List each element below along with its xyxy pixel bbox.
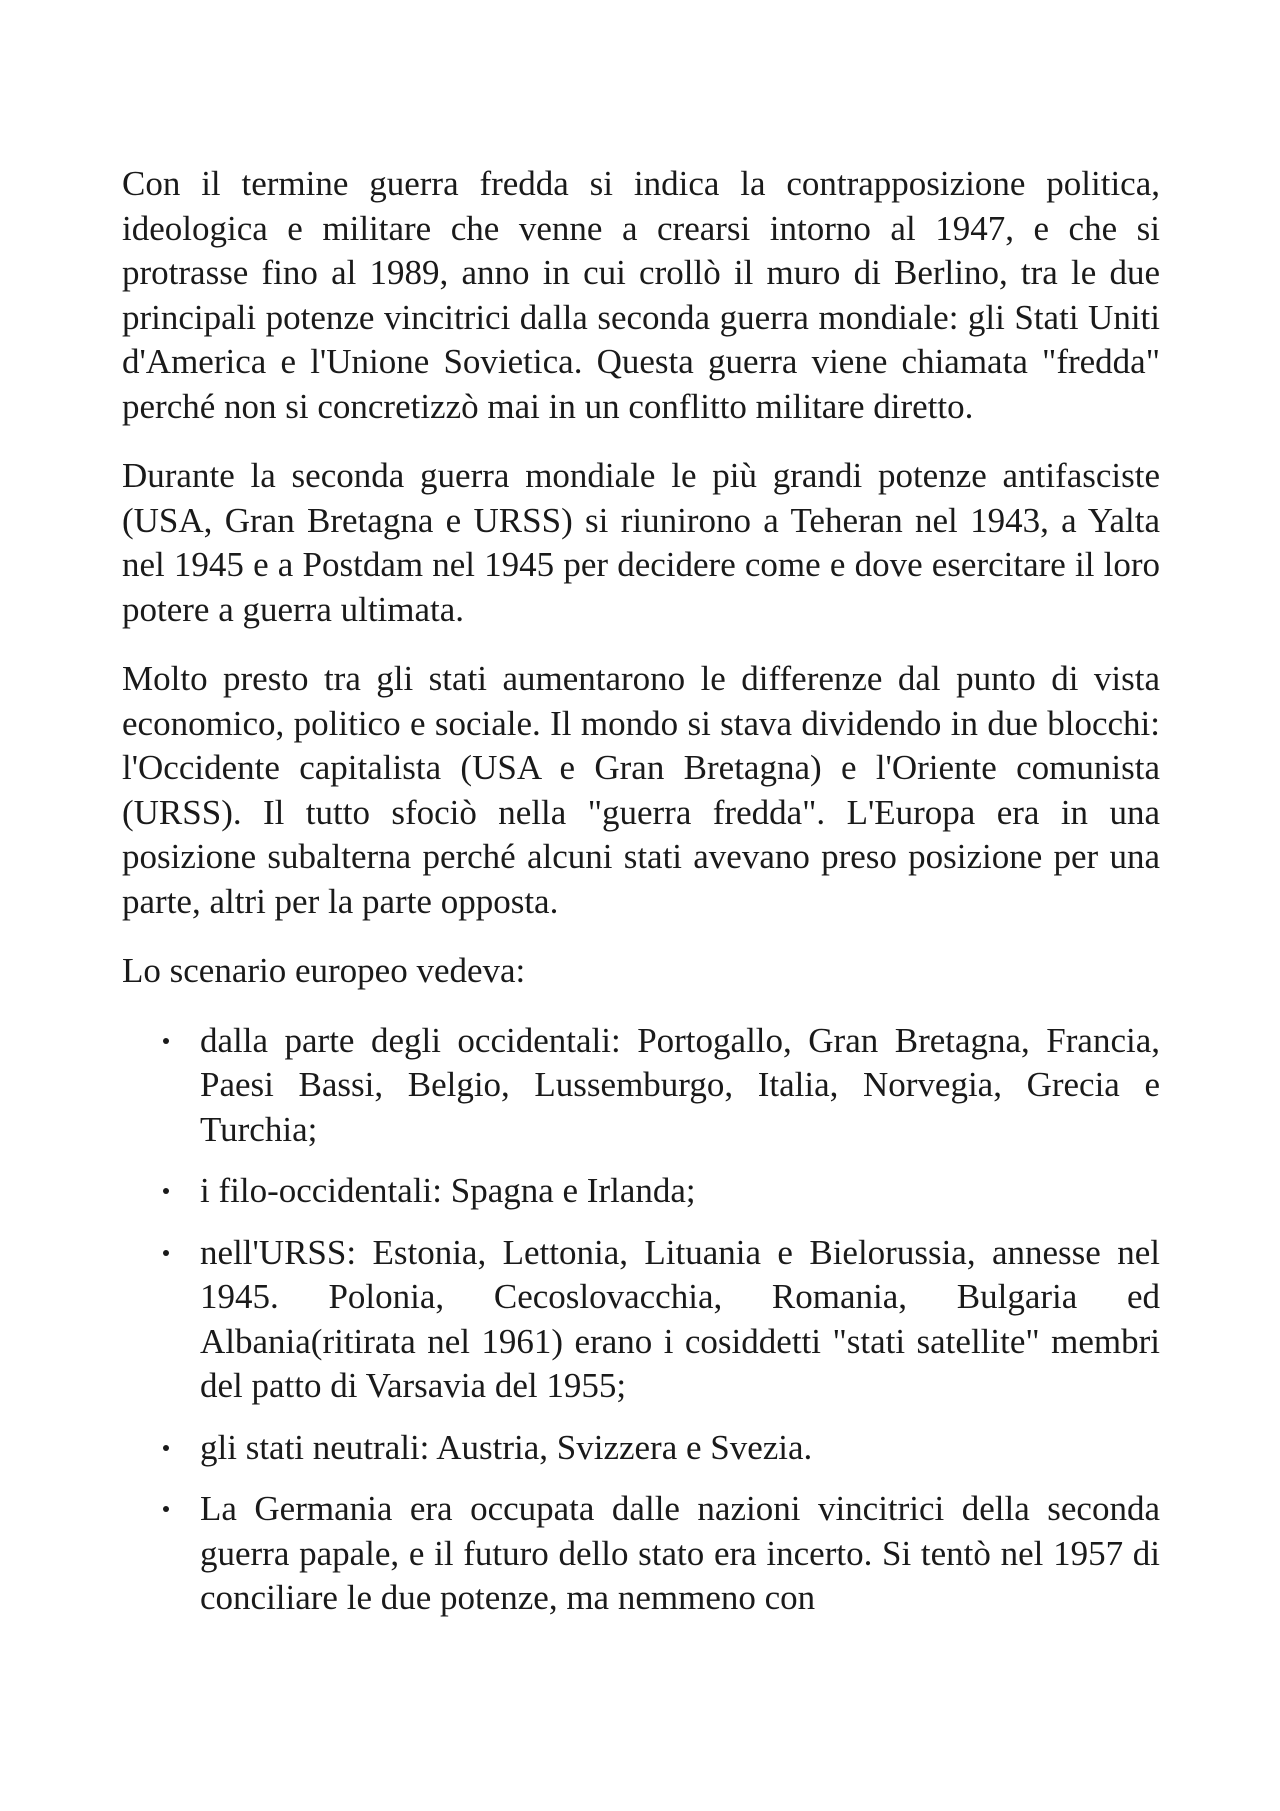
- bullet-icon: [163, 1188, 169, 1194]
- bullet-icon: [163, 1445, 169, 1451]
- list-item-germany: [122, 1487, 1160, 1621]
- list-item-neutral-states: [122, 1426, 1160, 1471]
- list-item-pro-western: [122, 1169, 1160, 1214]
- european-scenario-list: [122, 1019, 1160, 1621]
- paragraph-european-scenario-intro: Lo scenario europeo vedeva:: [122, 951, 526, 990]
- list-item-text: nell'URSS: Estonia, Lettonia, Lituania e Bielorussia, annesse nel 1945. Polonia, Cecoslovacchia, Romania, Bulgaria ed Albania(ritirata nel 1961) erano i cosiddetti "stati satellite" membri del patto di Varsavia del 1955;: [200, 1232, 1160, 1405]
- paragraph-two-blocs: Molto presto tra gli stati aumentarono le differenze dal punto di vista economico, politico e sociale. Il mondo si stava dividendo in due blocchi: l'Occidente capitalista (USA e Gran Bretagna) e l'Oriente comunista (URSS). Il tutto sfociò nella "guerra fredda". L'Europa era in una posizione subalterna perché alcuni stati avevano preso posizione per una parte, altri per la parte opposta.: [122, 659, 1160, 921]
- list-item-ussr: [122, 1231, 1160, 1409]
- list-item-text: i filo-occidentali: Spagna e Irlanda;: [200, 1171, 696, 1210]
- document-page: [122, 162, 1160, 1638]
- list-item-text: gli stati neutrali: Austria, Svizzera e Svezia.: [200, 1427, 813, 1467]
- paragraph-wartime-conferences: Durante la seconda guerra mondiale le più grandi potenze antifasciste (USA, Gran Bretagna e URSS) si riunirono a Teheran nel 1943, a Yalta nel 1945 e a Postdam nel 1945 per decidere come e dove esercitare il loro potere a guerra ultimata.: [122, 456, 1160, 629]
- bullet-icon: [163, 1506, 169, 1512]
- bullet-icon: [163, 1038, 169, 1044]
- paragraph-cold-war-definition: Con il termine guerra fredda si indica la contrapposizione politica, ideologica e militare che venne a crearsi intorno al 1947, e che si protrasse fino al 1989, anno in cui crollò il muro di Berlino, tra le due principali potenze vincitrici dalla seconda guerra mondiale: gli Stati Uniti d'America e l'Unione Sovietica. Questa guerra viene chiamata "fredda" perché non si concretizzò mai in un conflitto militare diretto.: [122, 164, 1160, 426]
- list-item-text: dalla parte degli occidentali: Portogallo, Gran Bretagna, Francia, Paesi Bassi, Belgio, Lussemburgo, Italia, Norvegia, Grecia e Turchia;: [200, 1020, 1160, 1149]
- bullet-icon: [163, 1250, 169, 1256]
- list-item-western-side: [122, 1019, 1160, 1153]
- list-item-text: La Germania era occupata dalle nazioni vincitrici della seconda guerra papale, e il futuro dello stato era incerto. Si tentò nel 1957 di conciliare le due potenze, ma nemmeno con: [200, 1489, 1160, 1617]
